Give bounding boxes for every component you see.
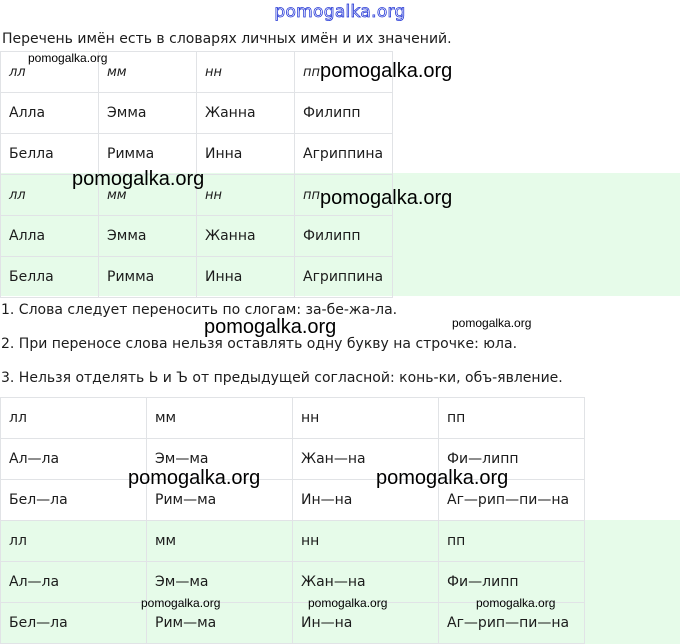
watermark: pomogalka.org [308,596,388,610]
table-cell: Эмма [99,216,197,257]
table-row [1,398,585,439]
table-cell: Ал—ла [1,562,147,603]
table-cell: нн [197,52,295,93]
table-cell: Эм—ма [147,562,293,603]
table-cell: Римма [99,257,197,298]
site-title[interactable]: pomogalka.org [274,2,406,22]
watermark: pomogalka.org [204,316,337,338]
watermark: pomogalka.org [141,596,221,610]
table-cell: Жанна [197,93,295,134]
table-cell: Жан—на [293,562,439,603]
table-cell: Инна [197,257,295,298]
rule-1: 1. Слова следует переносить по слогам: за-бе-жа-ла. [1,302,398,318]
table-cell: Алла [1,93,99,134]
table-cell: нн [197,175,295,216]
table-row [1,521,585,562]
table-cell: Аг—рип—пи—на [439,603,585,644]
table-cell: пп [439,521,585,562]
watermark: pomogalka.org [320,187,453,209]
watermark: pomogalka.org [476,596,556,610]
table-cell: лл [1,398,147,439]
watermark: pomogalka.org [128,467,261,489]
table-cell: Эм—ма [147,439,293,480]
table-cell: Аг—рип—пи—на [439,480,585,521]
watermark: pomogalka.org [376,467,509,489]
watermark: pomogalka.org [452,316,532,330]
table-cell: Агриппина [295,134,393,175]
table-cell: Ал—ла [1,439,147,480]
table-cell: нн [293,398,439,439]
rule-2: 2. При переносе слова нельзя оставлять одну букву на строчке: юла. [1,336,518,352]
table-cell: Фи—липп [439,562,585,603]
table-cell: пп [295,175,393,216]
table-cell: Жан—на [293,439,439,480]
table-cell: Эмма [99,93,197,134]
table-cell: Алла [1,216,99,257]
table-cell: нн [293,521,439,562]
table-cell: мм [99,175,197,216]
table-cell: Белла [1,134,99,175]
table-row [1,216,393,257]
table-cell: Инна [197,134,295,175]
table-row [1,93,393,134]
table-cell: пп [439,398,585,439]
table-cell: лл [1,521,147,562]
table-cell: Рим—ма [147,480,293,521]
table-cell: лл [1,52,99,93]
table-cell: мм [147,398,293,439]
watermark: pomogalka.org [28,51,108,65]
table-cell: Филипп [295,93,393,134]
watermark: pomogalka.org [320,60,453,82]
table-cell: лл [1,175,99,216]
table-cell: Жанна [197,216,295,257]
table-cell: Рим—ма [147,603,293,644]
watermark: pomogalka.org [72,168,205,190]
table-cell: Бел—ла [1,603,147,644]
table-cell: Ин—на [293,603,439,644]
table-cell: Белла [1,257,99,298]
table-cell: Бел—ла [1,480,147,521]
table-cell: мм [147,521,293,562]
table-cell: Ин—на [293,480,439,521]
table-row [1,257,393,298]
table-cell: мм [99,52,197,93]
table-cell: пп [295,52,393,93]
table-cell: Римма [99,134,197,175]
rule-3: 3. Нельзя отделять Ь и Ъ от предыдущей согласной: конь-ки, объ-явление. [1,370,563,386]
table-cell: Агриппина [295,257,393,298]
table-cell: Фи—липп [439,439,585,480]
intro-text: Перечень имён есть в словарях личных имён и их значений. [2,31,452,47]
table-cell: Филипп [295,216,393,257]
